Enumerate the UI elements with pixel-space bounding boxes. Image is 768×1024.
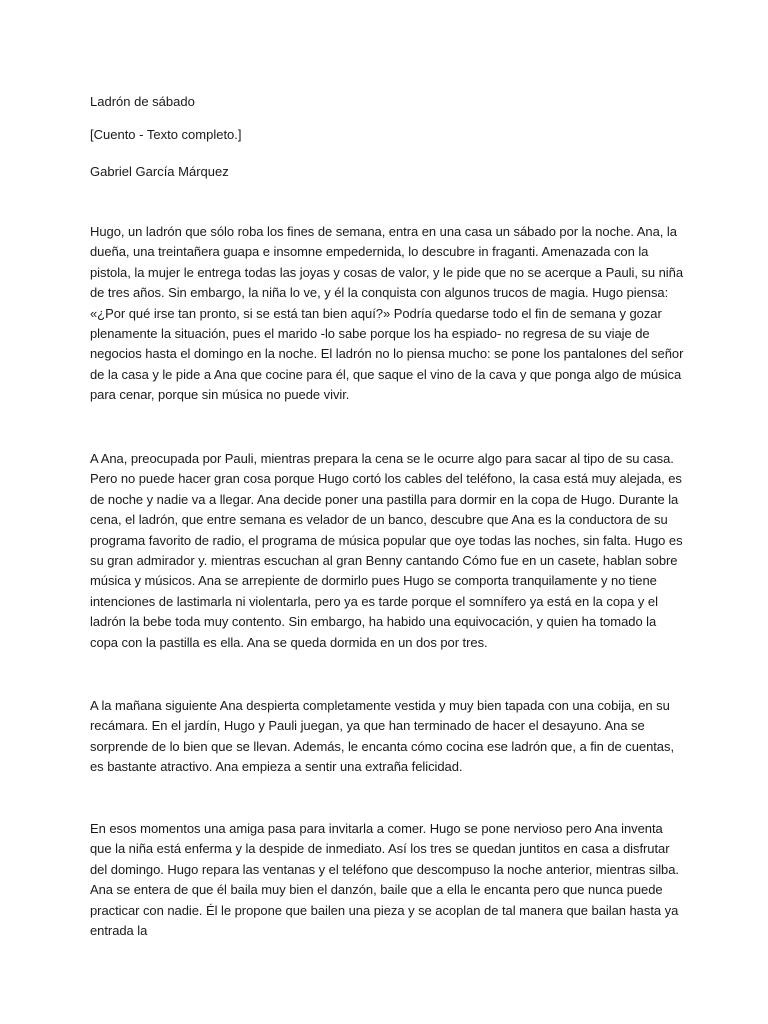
- document-author: Gabriel García Márquez: [90, 164, 229, 179]
- document-title: Ladrón de sábado: [90, 94, 195, 109]
- paragraph: A Ana, preocupada por Pauli, mientras prepara la cena se le ocurre algo para sacar al tipo de su casa. Pero no puede hacer gran cosa porque Hugo cortó los cables del teléfono, la casa está muy alejada, es de noche y nadie va a llegar. Ana decide poner una pastilla para dormir en la copa de Hugo. Durante la cena, el ladrón, que entre semana es velador de un banco, descubre que Ana es la conductora de su programa favorito de radio, el programa de música popular que oye todas las noches, sin falta. Hugo es su gran admirador y. mientras escuchan al gran Benny cantando Cómo fue en un casete, hablan sobre música y músicos. Ana se arrepiente de dormirlo pues Hugo se comporta tranquilamente y no tiene intenciones de lastimarla ni violentarla, pero ya es tarde porque el somnífero ya está en la copa y el ladrón la bebe toda muy contento. Sin embargo, ha habido una equivocación, y quien ha tomado la copa con la pastilla es ella. Ana se queda dormida en un dos por tres.: [90, 451, 683, 650]
- paragraph: A la mañana siguiente Ana despierta completamente vestida y muy bien tapada con una cobija, en su recámara. En el jardín, Hugo y Pauli juegan, ya que han terminado de hacer el desayuno. Ana se sorprende de lo bien que se llevan. Además, le encanta cómo cocina ese ladrón que, a fin de cuentas, es bastante atractivo. Ana empieza a sentir una extraña felicidad.: [90, 698, 675, 775]
- document-subtitle: [Cuento - Texto completo.]: [90, 127, 242, 142]
- document-page: [90, 92, 686, 939]
- paragraph: En esos momentos una amiga pasa para invitarla a comer. Hugo se pone nervioso pero Ana inventa que la niña está enferma y la despide de inmediato. Así los tres se quedan juntitos en casa a disfrutar del domingo. Hugo repara las ventanas y el teléfono que descompuso la noche anterior, mientras silba. Ana se entera de que él baila muy bien el danzón, baile que a ella le encanta pero que nunca puede practicar con nadie. Él le propone que bailen una pieza y se acoplan de tal manera que bailan hasta ya entrada la: [90, 821, 679, 939]
- paragraph: Hugo, un ladrón que sólo roba los fines de semana, entra en una casa un sábado por la noche. Ana, la dueña, una treintañera guapa e insomne empedernida, lo descubre in fraganti. Amenazada con la pistola, la mujer le entrega todas las joyas y cosas de valor, y le pide que no se acerque a Pauli, su niña de tres años. Sin embargo, la niña lo ve, y él la conquista con algunos trucos de magia. Hugo piensa: «¿Por qué irse tan pronto, si se está tan bien aquí?» Podría quedarse todo el fin de semana y gozar plenamente la situación, pues el marido -lo sabe porque los ha espiado- no regresa de su viaje de negocios hasta el domingo en la noche. El ladrón no lo piensa mucho: se pone los pantalones del señor de la casa y le pide a Ana que cocine para él, que saque el vino de la cava y que ponga algo de música para cenar, porque sin música no puede vivir.: [90, 224, 684, 403]
